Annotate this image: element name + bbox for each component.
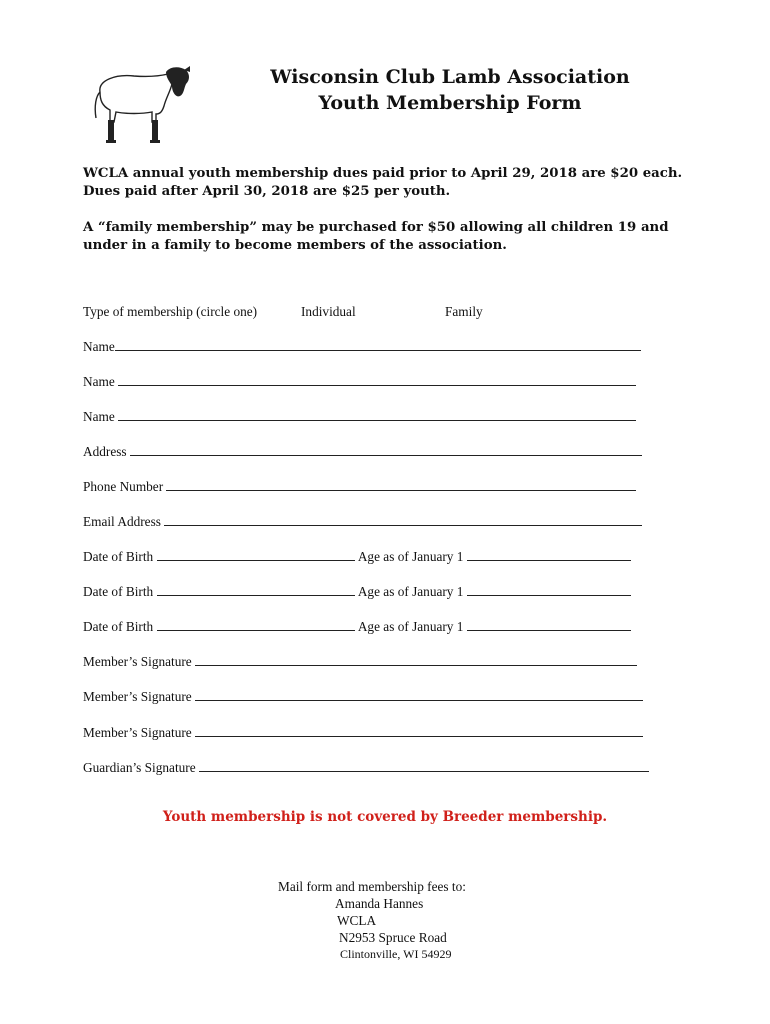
member-signature-row: [83, 722, 643, 742]
member-signature-row: [83, 686, 643, 706]
address-label: Address: [83, 444, 127, 459]
email-field-row: [83, 511, 642, 531]
name-input-line[interactable]: [118, 406, 636, 421]
member-signature-label: Member’s Signature: [83, 654, 192, 669]
name-label: Name: [83, 339, 115, 354]
member-signature-line[interactable]: [195, 651, 637, 666]
membership-type-label: Type of membership (circle one): [83, 304, 258, 319]
dob-field-row: [83, 581, 631, 601]
breeder-membership-notice: Youth membership is not covered by Breeder membership.: [162, 809, 608, 825]
address-field-row: [83, 441, 642, 461]
guardian-signature-label: Guardian’s Signature: [83, 760, 196, 775]
name-field-row: [83, 406, 636, 426]
name-label: Name: [83, 409, 115, 424]
phone-label: Phone Number: [83, 479, 164, 494]
name-field-row: [83, 336, 641, 356]
mail-city: Clintonville, WI 54929: [340, 947, 452, 961]
name-input-line[interactable]: [115, 336, 641, 351]
member-signature-row: [83, 651, 637, 671]
dob-field-row: [83, 616, 631, 636]
dob-label: Date of Birth: [83, 584, 154, 599]
lamb-logo-icon: [86, 62, 196, 152]
guardian-signature-row: [83, 757, 649, 777]
dob-input-line[interactable]: [157, 546, 355, 561]
phone-input-line[interactable]: [166, 476, 636, 491]
dues-paragraph: WCLA annual youth membership dues paid prior to April 29, 2018 are $20 each. Dues paid after April 30, 2018 are $25 per youth.: [83, 166, 683, 199]
mail-recipient-name: Amanda Hannes: [335, 896, 424, 911]
dob-field-row: [83, 546, 631, 566]
mail-org: WCLA: [337, 913, 377, 928]
form-title: [220, 64, 680, 116]
dob-input-line[interactable]: [157, 616, 355, 631]
name-label: Name: [83, 374, 115, 389]
email-input-line[interactable]: [164, 511, 642, 526]
title-line-2: Youth Membership Form: [318, 92, 582, 114]
dob-label: Date of Birth: [83, 549, 154, 564]
membership-option-individual[interactable]: Individual: [301, 304, 356, 319]
membership-option-family[interactable]: Family: [445, 304, 483, 319]
email-label: Email Address: [83, 514, 161, 529]
dob-label: Date of Birth: [83, 619, 154, 634]
age-label: Age as of January 1: [357, 549, 464, 564]
member-signature-line[interactable]: [195, 686, 643, 701]
guardian-signature-line[interactable]: [199, 757, 649, 772]
age-label: Age as of January 1: [357, 619, 464, 634]
name-field-row: [83, 371, 636, 391]
membership-type-row: [83, 303, 483, 321]
address-input-line[interactable]: [130, 441, 642, 456]
age-input-line[interactable]: [467, 581, 631, 596]
family-membership-paragraph: A “family membership” may be purchased for $50 allowing all children 19 and under in a family to become members of the association.: [83, 220, 669, 253]
age-input-line[interactable]: [467, 546, 631, 561]
dob-input-line[interactable]: [157, 581, 355, 596]
age-label: Age as of January 1: [357, 584, 464, 599]
member-signature-line[interactable]: [195, 722, 643, 737]
mail-street: N2953 Spruce Road: [339, 930, 447, 945]
member-signature-label: Member’s Signature: [83, 725, 192, 740]
name-input-line[interactable]: [118, 371, 636, 386]
mail-intro: Mail form and membership fees to:: [278, 879, 466, 894]
age-input-line[interactable]: [467, 616, 631, 631]
title-line-1: Wisconsin Club Lamb Association: [270, 66, 630, 88]
member-signature-label: Member’s Signature: [83, 689, 192, 704]
phone-field-row: [83, 476, 636, 496]
